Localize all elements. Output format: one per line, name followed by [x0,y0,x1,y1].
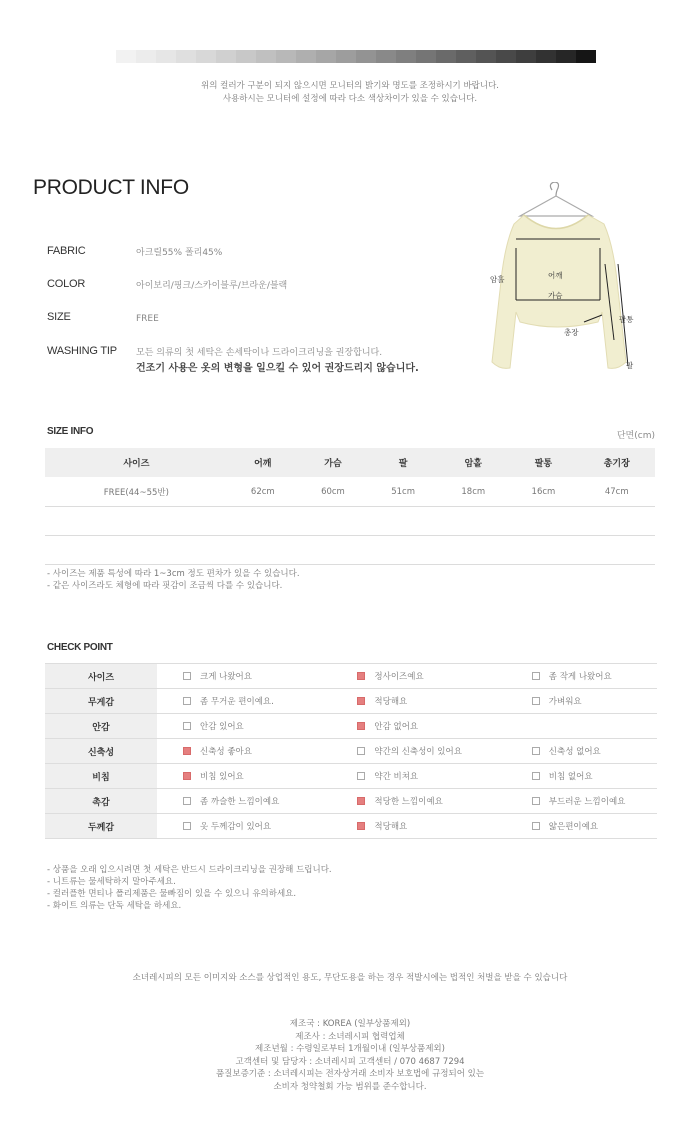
check-point-option-label: 안감 없어요 [374,722,419,732]
washing-label: WASHING TIP [47,345,117,357]
check-point-row [45,664,657,689]
check-point-option [331,689,505,714]
check-point-option [157,814,331,839]
checked-box-icon [357,697,365,705]
check-point-option [331,664,505,689]
grayscale-swatch [436,50,456,63]
size-cell: 16cm [508,477,578,507]
size-table-body [45,477,655,565]
check-point-option-label: 신축성 없어요 [548,747,601,757]
care-note: - 화이트 의류는 단독 세탁을 하세요. [47,901,182,911]
footer-line: 제조사 : 소녀레시피 협력업체 [295,1031,405,1042]
check-point-option-label: 정사이즈예요 [374,672,424,682]
check-point-option-label: 옷 두께감이 있어요 [200,822,272,832]
check-point-title: CHECK POINT [47,642,113,653]
check-point-row [45,789,657,814]
size-info-title: SIZE INFO [47,426,94,437]
grayscale-swatch [356,50,376,63]
size-header-cell: 가슴 [298,448,368,477]
copyright-notice: 소녀레시피의 모든 이미지와 소스를 상업적인 용도, 무단도용을 하는 경우 적발시에는 법적인 처벌을 받을 수 있습니다 [132,973,568,983]
size-table [45,448,655,565]
check-point-option [506,739,657,764]
check-point-option [157,689,331,714]
check-point-option [506,789,657,814]
unchecked-box-icon [357,772,365,780]
check-point-option [331,764,505,789]
sweater-illustration [480,182,650,382]
grayscale-swatch [556,50,576,63]
size-header-cell: 사이즈 [45,448,228,477]
check-point-option-label: 안감 있어요 [200,722,244,732]
unchecked-box-icon [357,747,365,755]
grayscale-swatch [116,50,136,63]
diagram-label-chest: 가슴 [548,291,563,300]
size-label: SIZE [47,311,71,323]
check-point-label: 신축성 [45,739,157,764]
check-point-option [506,689,657,714]
grayscale-swatch [256,50,276,63]
check-point-option-label: 얇은편이예요 [548,822,599,832]
check-point-option [157,739,331,764]
fabric-value: 아크릴55% 폴리45% [136,248,223,258]
check-point-label: 무게감 [45,689,157,714]
check-point-label: 두께감 [45,814,157,839]
size-table-header [45,448,655,477]
color-value: 아이보리/핑크/스카이블루/브라운/블랙 [136,281,288,291]
grayscale-swatch [476,50,496,63]
monitor-notice [0,80,700,106]
grayscale-swatch [156,50,176,63]
check-point-option-label: 좀 까슬한 느낌이예요 [200,797,280,807]
check-point-option-label: 비침 있어요 [200,772,244,782]
check-point-option-label: 좀 작게 나왔어요 [548,672,612,682]
check-point-row [45,714,657,739]
product-info-title: PRODUCT INFO [33,176,189,199]
care-note: - 니트류는 물세탁하지 말아주세요. [47,877,176,887]
size-note: - 같은 사이즈라도 체형에 따라 핏감이 조금씩 다를 수 있습니다. [47,581,283,591]
unchecked-box-icon [532,822,540,830]
washing-warning: 건조기 사용은 옷의 변형을 일으킬 수 있어 권장드리지 않습니다. [136,363,419,374]
check-point-option [506,714,657,739]
check-point-option-label: 가벼워요 [548,697,582,707]
grayscale-swatch [216,50,236,63]
color-label: COLOR [47,278,86,290]
check-point-option [157,714,331,739]
checked-box-icon [183,747,191,755]
size-cell: 60cm [298,477,368,507]
washing-tip-text: 모든 의류의 첫 세탁은 손세탁이나 드라이크리닝을 권장합니다. [136,348,383,358]
footer-line: 품질보증기준 : 소녀레시피는 전자상거래 소비자 보호법에 규정되어 있는 [215,1069,485,1079]
check-point-option-label: 약간 비쳐요 [374,772,419,782]
size-cell: 47cm [579,477,656,507]
check-point-row [45,739,657,764]
unchecked-box-icon [183,672,191,680]
grayscale-swatch [516,50,536,63]
check-point-option-label: 좀 무거운 편이예요. [200,697,274,707]
unchecked-box-icon [183,822,191,830]
check-point-option [506,764,657,789]
check-point-option-label: 부드러운 느낌이예요 [548,797,626,807]
size-cell: FREE(44~55반) [45,477,228,507]
footer-line: 소비자 청약철회 가능 범위를 준수합니다. [273,1081,427,1092]
check-point-label: 비침 [45,764,157,789]
grayscale-swatch [196,50,216,63]
size-unit: 단면(cm) [616,431,655,441]
size-header-cell: 팔 [368,448,438,477]
grayscale-swatch [176,50,196,63]
check-point-option [157,664,331,689]
check-point-label: 촉감 [45,789,157,814]
size-header-cell: 암홀 [438,448,508,477]
size-value: FREE [136,314,159,324]
grayscale-swatch [576,50,596,63]
checked-box-icon [357,797,365,805]
check-point-option [331,789,505,814]
check-point-table [45,663,657,839]
check-point-option [157,764,331,789]
check-point-row [45,689,657,714]
check-point-option [506,664,657,689]
unchecked-box-icon [183,797,191,805]
grayscale-swatch [336,50,356,63]
check-point-option-label: 적당한 느낌이예요 [374,797,443,807]
unchecked-box-icon [532,672,540,680]
size-row-empty [45,507,655,536]
monitor-notice-line: 위의 컬러가 구분이 되지 않으시면 모니터의 밝기와 명도를 조정하시기 바랍니다. [201,81,499,91]
grayscale-swatch [316,50,336,63]
diagram-label-armhole: 암홀 [490,275,505,284]
footer-line: 제조년월 : 수령일로부터 1개월이내 (일부상품제외) [255,1044,445,1054]
check-point-row [45,814,657,839]
check-point-option-label: 적당해요 [374,697,408,707]
check-point-option [157,789,331,814]
check-point-option-label: 약간의 신축성이 있어요 [374,747,462,757]
size-header-cell: 총기장 [579,448,656,477]
unchecked-box-icon [532,747,540,755]
check-point-row [45,764,657,789]
size-cell-empty [45,507,655,536]
check-point-body [45,664,657,839]
check-point-option [506,814,657,839]
monitor-notice-line: 사용하시는 모니터에 설정에 따라 다소 색상차이가 있을 수 있습니다. [222,94,478,104]
unchecked-box-icon [532,797,540,805]
grayscale-swatch [296,50,316,63]
fabric-label: FABRIC [47,245,86,257]
check-point-option-label: 크게 나왔어요 [200,672,252,682]
size-note: - 사이즈는 제품 특성에 따라 1~3cm 정도 편차가 있을 수 있습니다. [47,569,300,579]
checked-box-icon [357,822,365,830]
footer-line: 제조국 : KOREA (일부상품제외) [289,1019,411,1029]
manufacturer-info [0,1018,700,1093]
washing-value [136,345,496,377]
grayscale-swatch [396,50,416,63]
check-point-option [331,714,505,739]
unchecked-box-icon [183,722,191,730]
size-cell-empty [45,536,655,565]
size-cell: 51cm [368,477,438,507]
care-note: - 컬러플한 면티나 폴리제품은 물빠짐이 있을 수 있으니 유의하세요. [47,889,297,899]
diagram-label-sleeve: 팔 [626,361,634,370]
sweater-diagram [480,182,650,382]
check-point-option-label: 비침 없어요 [548,772,593,782]
unchecked-box-icon [532,697,540,705]
grayscale-bar [116,50,596,63]
grayscale-swatch [136,50,156,63]
size-row [45,477,655,507]
check-point-option-label: 적당해요 [374,822,408,832]
grayscale-swatch [276,50,296,63]
unchecked-box-icon [183,697,191,705]
size-cell: 18cm [438,477,508,507]
unchecked-box-icon [532,772,540,780]
grayscale-swatch [456,50,476,63]
diagram-label-sleeve-width: 팔통 [619,315,634,324]
care-note: - 상품을 오래 입으시려면 첫 세탁은 반드시 드라이크리닝을 권장해 드립니다. [47,865,332,875]
grayscale-swatch [376,50,396,63]
checked-box-icon [357,672,365,680]
check-point-option-label: 신축성 좋아요 [200,747,252,757]
checked-box-icon [183,772,191,780]
check-point-label: 안감 [45,714,157,739]
checked-box-icon [357,722,365,730]
footer-line: 고객센터 및 담당자 : 소녀레시피 고객센터 / 070 4687 7294 [235,1056,465,1067]
size-header-cell: 어깨 [228,448,298,477]
size-header-cell: 팔통 [508,448,578,477]
grayscale-swatch [536,50,556,63]
size-notes [47,568,300,592]
size-row-empty [45,536,655,565]
grayscale-swatch [496,50,516,63]
check-point-option [331,739,505,764]
diagram-label-shoulder: 어깨 [548,271,563,280]
grayscale-swatch [236,50,256,63]
care-notes [47,864,332,912]
check-point-label: 사이즈 [45,664,157,689]
check-point-option [331,814,505,839]
diagram-label-total-length: 총장 [564,328,579,337]
grayscale-swatch [416,50,436,63]
size-cell: 62cm [228,477,298,507]
